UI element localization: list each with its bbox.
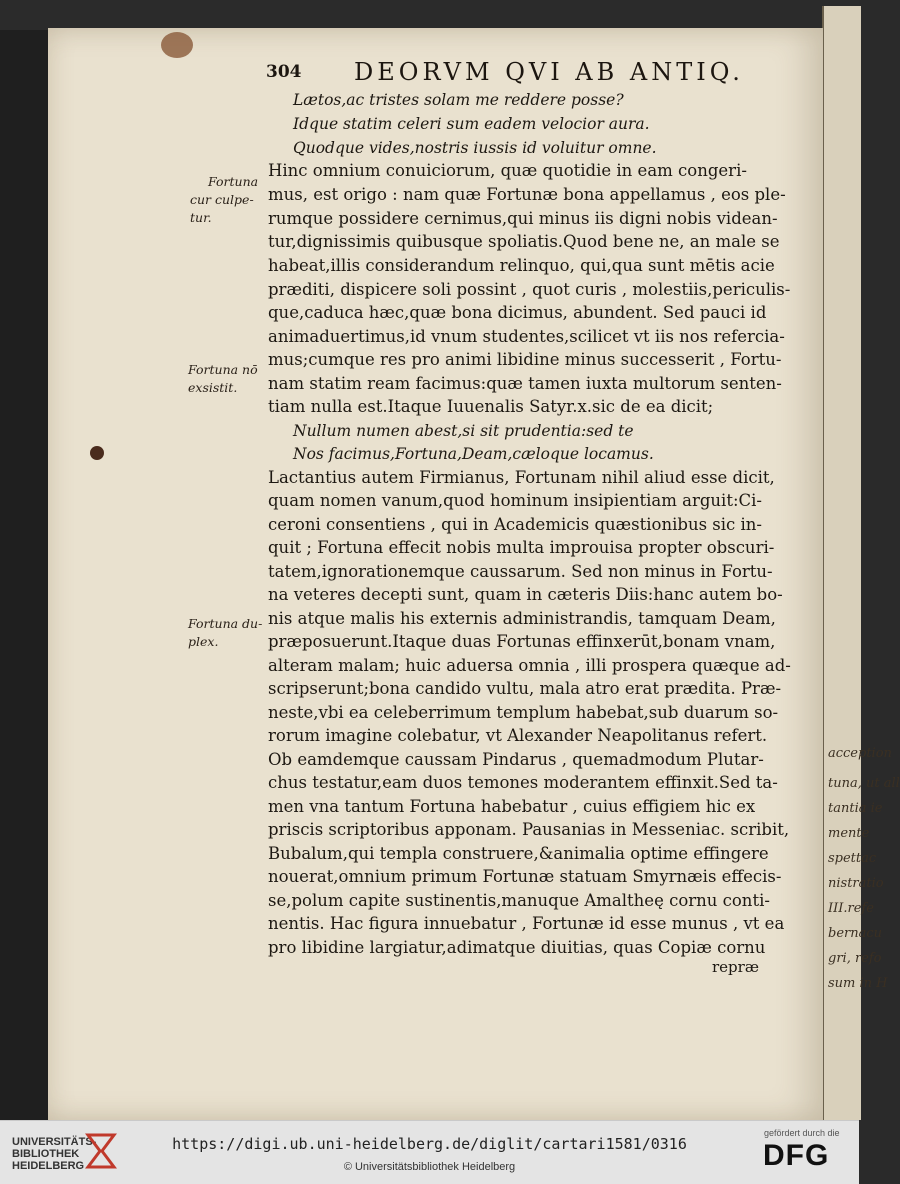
text-line: ceroni consentiens , qui in Academicis quæstionibus sic in- [268,515,762,534]
dfg-logo[interactable]: DFG [763,1139,830,1172]
footer-bar [0,1120,859,1184]
text-line: priscis scriptoribus apponam. Pausanias in Messeniac. scribit, [268,820,790,839]
text-line: nis atque malis his externis administrandis, tamquam Deam, [268,609,776,628]
text-line: se,polum capite sustinentis,manuque Amaltheę cornu conti- [268,891,770,910]
text-line: rumque possidere cernimus,qui minus iis digni nobis videan- [268,209,778,228]
logo-line: UNIVERSITÄTS- [12,1136,97,1148]
facing-text: tuna, ut all [828,776,900,791]
facing-text: mente [828,826,870,841]
text-line: animaduertimus,id vnum studentes,scilicet vt iis nos refercia- [268,327,785,346]
running-head [266,58,786,88]
text-line: pro libidine largiatur,adimatque diuitias, quas Copiæ cornu [268,938,766,957]
funding-label: gefördert durch die [764,1128,840,1138]
text-line: mus, est origo : nam quæ Fortunæ bona appellamus , eos ple- [268,185,786,204]
stain [90,446,104,460]
verse-line: Idque statim celeri sum eadem velocior aura. [293,115,650,133]
verse-line: Nullum numen abest,si sit prudentia:sed te [293,422,634,440]
facing-text: spettac [828,851,877,866]
text-line: nentis. Hac figura innuebatur , Fortunæ id esse munus , vt ea [268,914,785,933]
catchword: repræ [712,958,759,976]
text-line: præposuerunt.Itaque duas Fortunas effinxerūt,bonam vnam, [268,632,776,651]
text-line: scripserunt;bona candido vultu, mala atro erat prædita. Præ- [268,679,782,698]
permalink-url[interactable]: https://digi.ub.uni-heidelberg.de/diglit/cartari1581/0316 [172,1135,687,1153]
text-line: tiam nulla est.Itaque Iuuenalis Satyr.x.sic de ea dicit; [268,397,714,416]
text-line: na veteres decepti sunt, quam in cæteris Diis:hanc autem bo- [268,585,783,604]
facing-text: sum in H [828,976,888,991]
verse-line: Nos facimus,Fortuna,Deam,cæloque locamus. [293,445,654,463]
text-line: tatem,ignorationemque caussarum. Sed non minus in Fortu- [268,562,773,581]
verse-line: Quodque vides,nostris iussis id voluitur omne. [293,139,657,157]
running-title: DEORVM QVI AB ANTIQ. [354,58,744,86]
text-line: nouerat,omnium primum Fortunæ statuam Smyrnæis effecis- [268,867,782,886]
text-line: que,caduca hæc,quæ bona dicimus, abundent. Sed pauci id [268,303,767,322]
text-line: mus;cumque res pro animi libidine minus successerit , Fortu- [268,350,782,369]
text-line: quam nomen vanum,quod hominum insipientiam arguit:Ci- [268,491,762,510]
facing-text: bernacu [828,926,883,941]
text-line: Ob eamdemque caussam Pindarus , quemadmodum Plutar- [268,750,764,769]
text-line: tur,dignissimis quibusque spoliatis.Quod bene ne, an male se [268,232,780,251]
facing-text: acception [828,746,892,761]
margin-note: Fortuna [208,174,259,189]
facing-text: nistratio [828,876,884,891]
verse-line: Lætos,ac tristes solam me reddere posse? [293,91,624,109]
scan-top-shadow [0,0,859,30]
facing-page-edge [822,6,900,1120]
text-line: quit ; Fortuna effecit nobis multa improuisa propter obscuri- [268,538,775,557]
text-line: præditi, dispicere soli possint , quot curis , molestiis,periculis- [268,280,791,299]
margin-note: plex. [188,634,219,649]
facing-text: gri, refo [828,951,882,966]
text-line: rorum imagine colebatur, vt Alexander Neapolitanus refert. [268,726,768,745]
page-number: 304 [266,62,302,82]
margin-note: tur. [190,210,212,225]
margin-note: Fortuna nō [188,362,258,377]
margin-note: exsistit. [188,380,238,395]
text-line: chus testatur,eam duos temones moderantem effinxit.Sed ta- [268,773,778,792]
margin-note: Fortuna du- [188,616,263,631]
margin-note: cur culpe- [190,192,254,207]
text-line: men vna tantum Fortuna habebatur , cuius effigiem hic ex [268,797,756,816]
facing-text: III.refe [828,901,874,916]
text-line: Bubalum,qui templa construere,&animalia optime effingere [268,844,769,863]
text-line: alteram malam; huic aduersa omnia , illi prospera quæque ad- [268,656,791,675]
text-line: neste,vbi ea celeberrimum templum habebat,sub duarum so- [268,703,779,722]
copyright-notice: © Universitätsbibliothek Heidelberg [343,1161,516,1173]
facing-text: tantia ie [828,801,883,816]
text-line: Lactantius autem Firmianus, Fortunam nihil aliud esse dicit, [268,468,775,487]
book-page [48,28,823,1120]
text-line: habeat,illis considerandum relinquo, qui,qua sunt mētis acie [268,256,775,275]
stain [161,32,193,58]
text-line: Hinc omnium conuiciorum, quæ quotidie in eam congeri- [268,161,747,180]
text-line: nam statim ream facimus:quæ tamen iuxta multorum senten- [268,374,782,393]
logo-line: HEIDELBERG [12,1160,85,1172]
logo-line: BIBLIOTHEK [12,1148,80,1160]
